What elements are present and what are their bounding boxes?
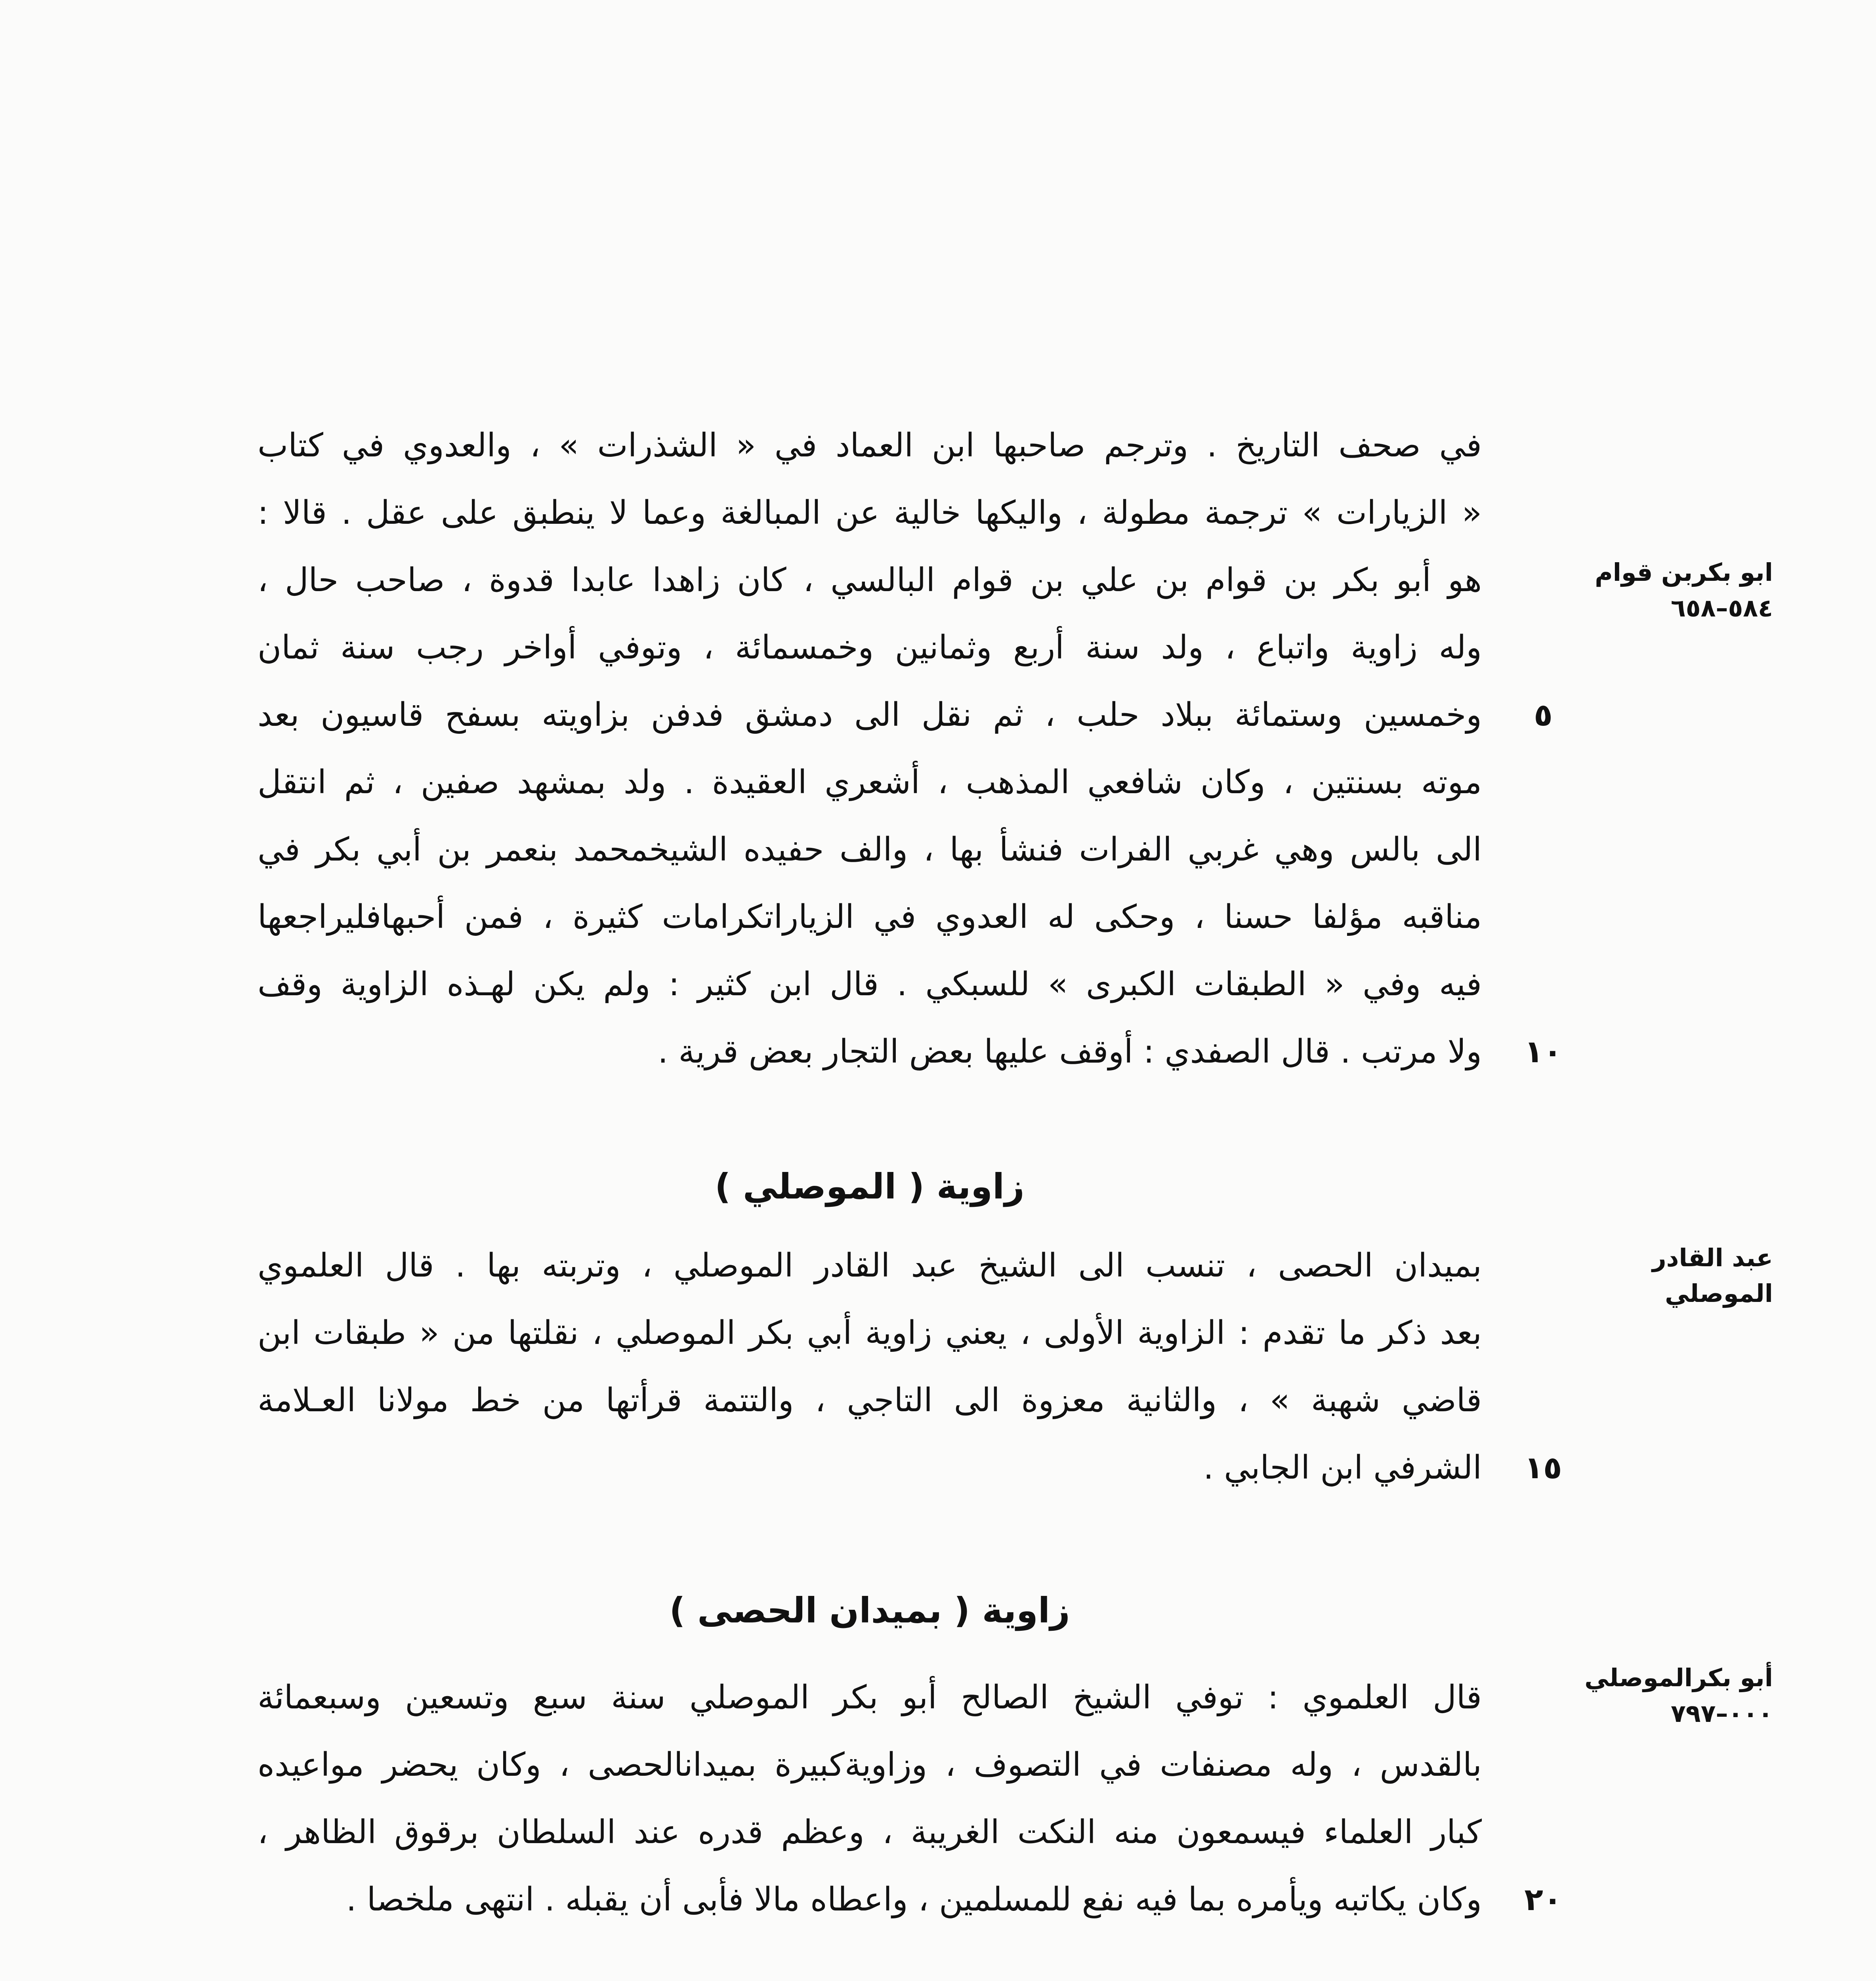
line-number: ٥ xyxy=(1534,697,1553,733)
text-line: الشرفي ابن الجابي . xyxy=(1203,1449,1482,1487)
margin-note-line: أبو بكرالموصلي xyxy=(1584,1663,1773,1692)
margin-note-line: ٠٠٠–٧٩٧ xyxy=(1670,1699,1773,1728)
text-line: فيه وفي « الطبقات الكبرى » للسبكي . قال ابن كثير : ولم يكن لهـذه الزاوية وقف xyxy=(258,966,1482,1003)
text-line: مناقبه مؤلفا حسنا ، وحكى له العدوي في الزياراتكرامات كثيرة ، فمن أحبهافليراجعها xyxy=(258,898,1482,936)
text-line: هو أبو بكر بن قوام بن علي بن قوام البالسي ، كان زاهدا عابدا قدوة ، صاحب حال ، xyxy=(258,561,1482,599)
line-number: ١٥ xyxy=(1524,1450,1562,1486)
text-line: الى بالس وهي غربي الفرات فنشأ بها ، والف حفيده الشيخمحمد بنعمر بن أبي بكر في xyxy=(258,831,1482,868)
margin-note-line: ابو بكربن قوام xyxy=(1595,558,1773,587)
text-line: قاضي شهبة » ، والثانية معزوة الى التاجي ، والتتمة قرأتها من خط مولانا العـلامة xyxy=(258,1382,1482,1419)
line-number: ٢٠ xyxy=(1524,1882,1562,1918)
margin-note xyxy=(1583,1660,1773,1731)
text-line: ولا مرتب . قال الصفدي : أوقف عليها بعض التجار بعض قرية . xyxy=(658,1033,1482,1071)
text-line: في صحف التاريخ . وترجم صاحبها ابن العماد في « الشذرات » ، والعدوي في كتاب xyxy=(258,427,1482,464)
text-line: كبار العلماء فيسمعون منه النكت الغريبة ، وعظم قدره عند السلطان برقوق الظاهر ، xyxy=(258,1813,1482,1851)
margin-note xyxy=(1583,1240,1773,1311)
text-line: بميدان الحصى ، تنسب الى الشيخ عبد القادر الموصلي ، وتربته بها . قال العلموي xyxy=(258,1247,1482,1284)
section-title: زاوية ( بميدان الحصى ) xyxy=(669,1590,1070,1631)
margin-note-line: عبد القادر xyxy=(1652,1243,1773,1272)
text-line: موته بسنتين ، وكان شافعي المذهب ، أشعري العقيدة . ولد بمشهد صفين ، ثم انتقل xyxy=(258,763,1482,801)
margin-note-line: الموصلي xyxy=(1665,1279,1773,1308)
text-line: بالقدس ، وله مصنفات في التصوف ، وزاويةكبيرة بميدانالحصى ، وكان يحضر مواعيده xyxy=(258,1746,1482,1784)
section-title: زاوية ( الموصلي ) xyxy=(715,1166,1025,1207)
text-line: وخمسين وستمائة ببلاد حلب ، ثم نقل الى دمشق فدفن بزاويته بسفح قاسيون بعد xyxy=(258,696,1482,734)
text-line: « الزيارات » ترجمة مطولة ، واليكها خالية عن المبالغة وعما لا ينطبق على عقل . قالا : xyxy=(258,494,1482,532)
text-line: وكان يكاتبه ويأمره بما فيه نفع للمسلمين ، واعطاه مالا فأبى أن يقبله . انتهى ملخصا . xyxy=(346,1881,1482,1918)
text-line: قال العلموي : توفي الشيخ الصالح أبو بكر الموصلي سنة سبع وتسعين وسبعمائة xyxy=(258,1679,1482,1716)
text-line: وله زاوية واتباع ، ولد سنة أربع وثمانين وخمسمائة ، وتوفي أواخر رجب سنة ثمان xyxy=(258,629,1482,666)
margin-note-line: ٥٨٤–٦٥٨ xyxy=(1670,594,1773,622)
line-number: ١٠ xyxy=(1524,1034,1562,1070)
text-line: بعد ذكر ما تقدم : الزاوية الأولى ، يعني زاوية أبي بكر الموصلي ، نقلتها من « طبقات ابن xyxy=(258,1314,1482,1352)
margin-note xyxy=(1583,555,1773,626)
